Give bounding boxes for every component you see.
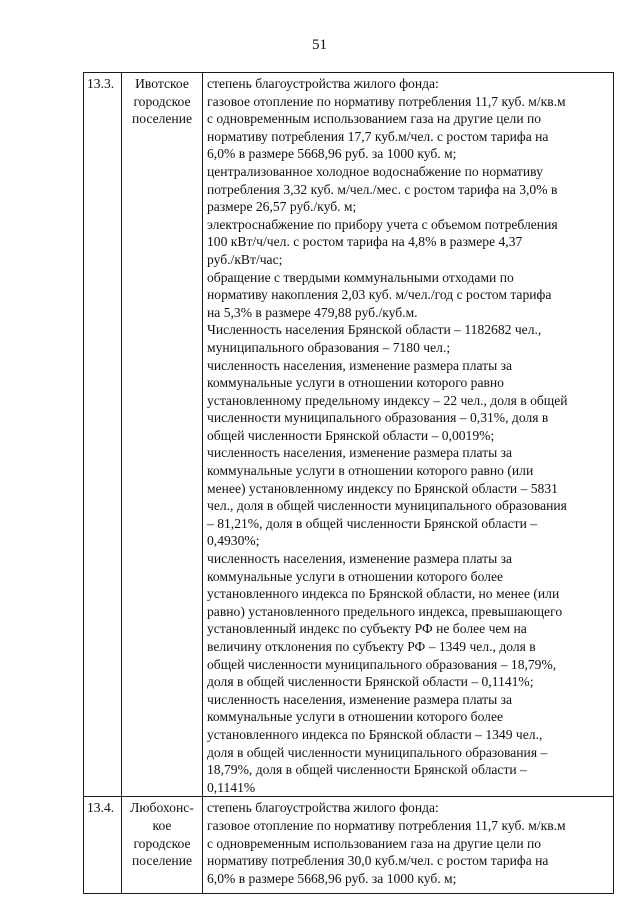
description-line: 0,1141%	[207, 779, 256, 795]
description-line: доля в общей численности муниципального образования –	[207, 744, 548, 760]
municipal-tariff-table	[83, 72, 614, 894]
description-line: установленному предельному индексу – 22 чел., доля в общей	[207, 392, 568, 408]
description-line: Численность населения Брянской области – 1182682 чел.,	[207, 322, 542, 338]
description-line: централизованное холодное водоснабжение по нормативу	[207, 163, 543, 179]
description-line: численность населения, изменение размера платы за	[207, 357, 513, 373]
description-line: размере 26,57 руб./куб. м;	[207, 199, 357, 215]
description-cell	[203, 797, 614, 894]
description-line: установленного индекса по Брянской области – 1349 чел.,	[207, 726, 543, 742]
description-line: численность населения, изменение размера платы за	[207, 551, 513, 567]
description-line: обращение с твердыми коммунальными отходами по	[207, 269, 514, 285]
description-line: коммунальные услуги в отношении которого более	[207, 568, 504, 584]
description-line: с одновременным использованием газа на другие цели по	[207, 835, 542, 851]
description-line: с одновременным использованием газа на другие цели по	[207, 111, 542, 127]
description-line: общей численности муниципального образования – 18,79%,	[207, 656, 557, 672]
description-cell	[203, 73, 614, 797]
table-row-13-3	[84, 73, 614, 797]
settlement-name-cell	[122, 73, 203, 797]
description-line: величину отклонения по субъекту РФ – 1349 чел., доля в	[207, 639, 536, 654]
description-line: потребления 3,32 куб. м/чел./мес. с ростом тарифа на 3,0% в	[207, 181, 558, 197]
description-line: установленного индекса по Брянской области, но менее (или	[207, 586, 560, 602]
settlement-name-cell	[122, 797, 203, 894]
description-line: 6,0% в размере 5668,96 руб. за 1000 куб. м;	[207, 870, 457, 886]
settlement-name-line: поселение	[131, 853, 193, 869]
description-line: газовое отопление по нормативу потребления 11,7 куб. м/кв.м	[207, 817, 566, 833]
description-line: 18,79%, доля в общей численности Брянской области –	[207, 762, 527, 778]
description-line: на 5,3% в размере 479,88 руб./куб.м.	[207, 304, 418, 320]
description-line: численности муниципального образования – 0,31%, доля в	[207, 410, 549, 426]
description-line: 100 кВт/ч/чел. с ростом тарифа на 4,8% в размере 4,37	[207, 234, 523, 250]
description-line: установленный индекс по субъекту РФ не более чем на	[207, 621, 527, 637]
settlement-name-line: кое	[152, 817, 172, 833]
description-line: нормативу накопления 2,03 куб. м/чел./год с ростом тарифа	[207, 287, 552, 303]
description-line: общей численности Брянской области – 0,0019%;	[207, 427, 495, 443]
description-line: – 81,21%, доля в общей численности Брянской области –	[207, 515, 538, 531]
settlement-name-line: Любохонс-	[130, 800, 194, 816]
description-line: 0,4930%;	[207, 533, 260, 549]
settlement-name-line: поселение	[131, 111, 193, 127]
description-line: нормативу потребления 30,0 куб.м/чел. с ростом тарифа на	[207, 853, 549, 869]
description-line: численность населения, изменение размера платы за	[207, 691, 513, 707]
settlement-name-line: городское	[133, 93, 191, 109]
description-line: электроснабжение по прибору учета с объемом потребления	[207, 216, 558, 232]
row-number-cell: 13.4.	[84, 797, 122, 894]
description-line: нормативу потребления 17,7 куб.м/чел. с ростом тарифа на	[207, 128, 549, 144]
page-number: 51	[312, 37, 327, 53]
description-line: менее) установленному индексу по Брянской области – 5831	[207, 480, 558, 496]
description-line: 6,0% в размере 5668,96 руб. за 1000 куб. м;	[207, 146, 457, 162]
table-row-13-4	[84, 797, 614, 894]
description-line: доля в общей численности Брянской области – 0,1141%;	[207, 674, 534, 690]
description-line: степень благоустройства жилого фонда:	[207, 800, 439, 816]
description-line: степень благоустройства жилого фонда:	[207, 76, 439, 91]
description-line: коммунальные услуги в отношении которого равно	[207, 375, 504, 391]
description-line: численность населения, изменение размера платы за	[207, 445, 513, 461]
description-line: руб./кВт/час;	[207, 251, 283, 267]
description-line: муниципального образования – 7180 чел.;	[207, 339, 451, 355]
description-line: газовое отопление по нормативу потребления 11,7 куб. м/кв.м	[207, 93, 566, 109]
settlement-name-line: городское	[133, 835, 191, 851]
description-line: коммунальные услуги в отношении которого равно (или	[207, 463, 534, 479]
description-line: чел., доля в общей численности муниципального образования	[207, 498, 567, 514]
settlement-name-line: Ивотское	[135, 76, 189, 91]
description-line: равно) установленного предельного индекса, превышающего	[207, 603, 563, 619]
row-number-cell: 13.3.	[84, 73, 122, 797]
description-line: коммунальные услуги в отношении которого более	[207, 709, 504, 725]
